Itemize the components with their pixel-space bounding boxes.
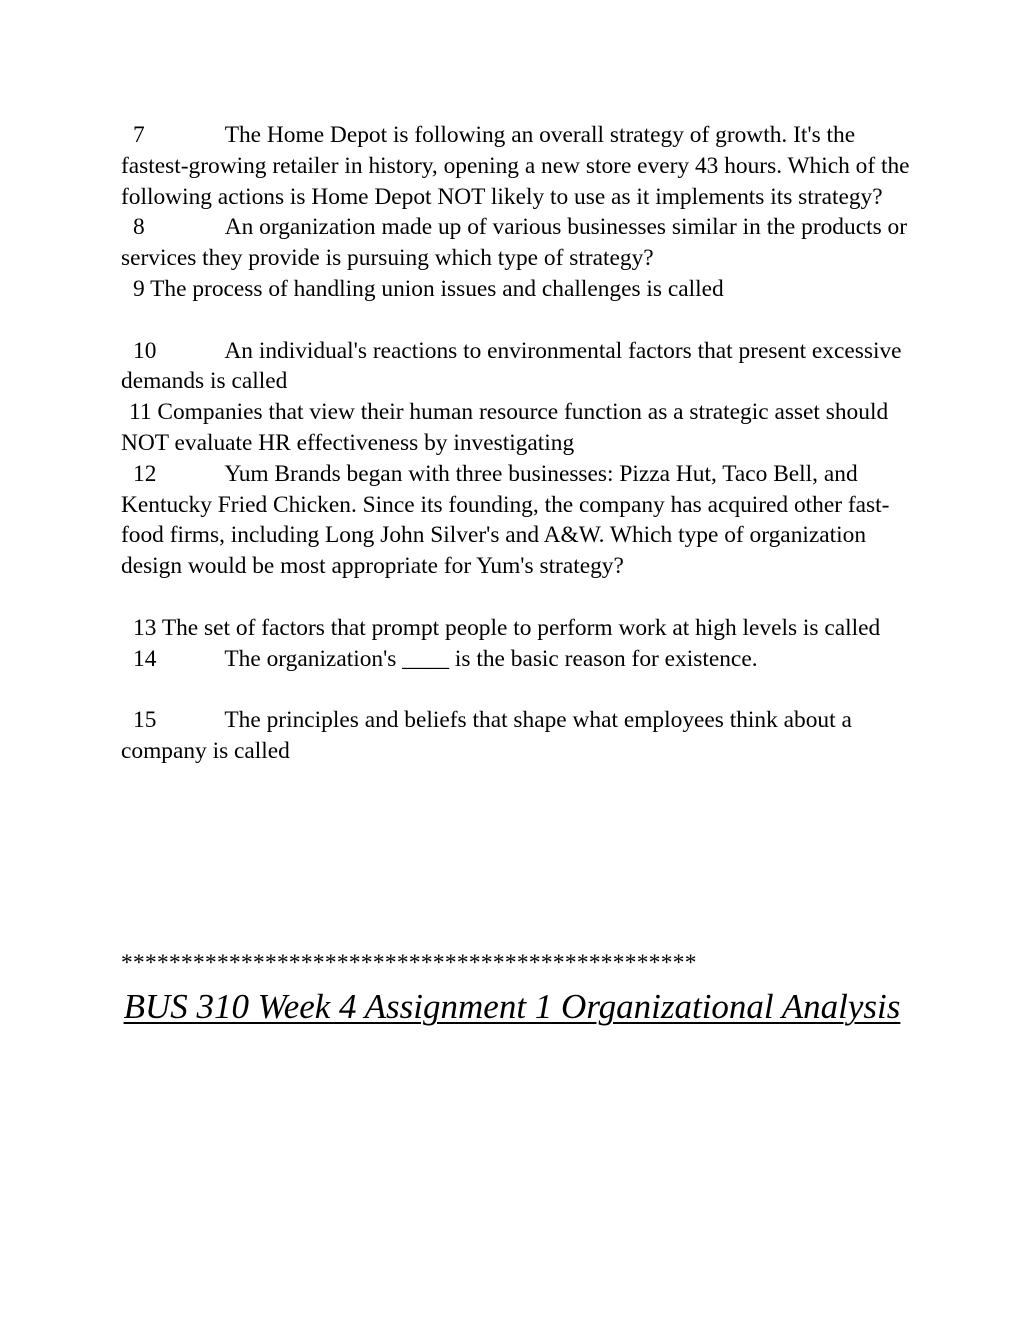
question-number: 14	[133, 645, 157, 672]
question-text: An organization made up of various businesses similar in the products or services they provide is pursuing which type of strategy?	[121, 214, 908, 272]
question-number: 7	[133, 122, 145, 148]
question-list	[121, 120, 911, 767]
question-text: The organization's ____ is the basic reason for existence.	[224, 645, 758, 672]
question-text: The Home Depot is following an overall strategy of growth. It's the fastest-growing retailer in history, opening a new store every 43 hours. Which of the following actions is Home Depot NOT likely to use as it implements its strategy?	[121, 122, 910, 210]
assignment-heading: BUS 310 Week 4 Assignment 1 Organizational Analysis	[123, 987, 901, 1026]
blank-line	[121, 674, 911, 705]
question-text: The principles and beliefs that shape what employees think about a company is called	[121, 707, 852, 764]
question-number: 10	[133, 337, 157, 364]
question-text: The process of handling union issues and challenges is called	[150, 275, 724, 302]
blank-line	[121, 582, 911, 613]
question-number: 11	[129, 399, 152, 426]
question-text: The set of factors that prompt people to perform work at high levels is called	[161, 614, 881, 641]
question-13	[121, 613, 911, 644]
asterisk-separator: ************************************************	[121, 950, 697, 976]
question-7	[121, 120, 911, 212]
question-15	[121, 705, 911, 767]
question-14	[121, 644, 911, 675]
question-number: 12	[133, 460, 157, 487]
question-9	[121, 274, 911, 305]
question-8	[121, 212, 911, 274]
question-10	[121, 336, 911, 398]
question-text: Companies that view their human resource function as a strategic asset should NOT evaluate HR effectiveness by investigating	[121, 399, 889, 456]
question-12	[121, 459, 911, 582]
blank-line	[121, 305, 911, 336]
question-number: 13	[133, 614, 157, 641]
question-text: Yum Brands began with three businesses: Pizza Hut, Taco Bell, and Kentucky Fried Chicken. Since its founding, the company has acquired other fast-food firms, including Long John Silver's and A&W. Which type of organization design would be most appropriate for Yum's strategy?	[121, 460, 890, 580]
question-number: 8	[133, 214, 145, 241]
question-number: 15	[133, 707, 157, 734]
question-text: An individual's reactions to environmental factors that present excessive demands is called	[121, 337, 902, 395]
question-11	[121, 397, 911, 459]
question-number: 9	[133, 275, 145, 302]
